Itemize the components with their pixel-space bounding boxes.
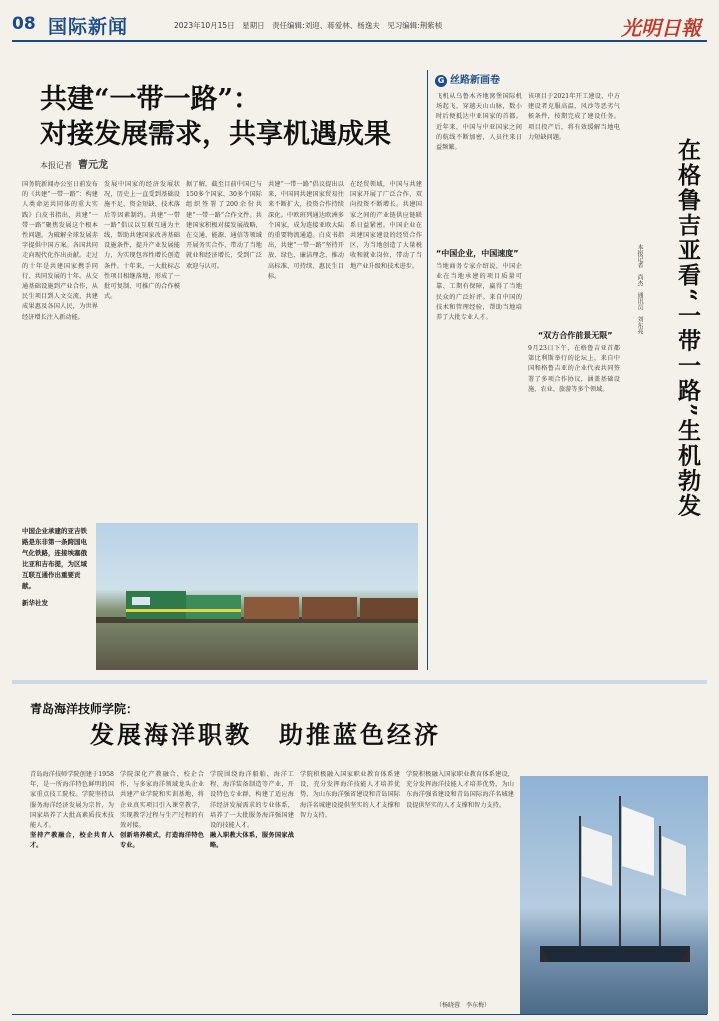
caption-text: 中国企业承建的亚吉铁路是东非第一条跨国电气化铁路，连接埃塞俄比亚和吉布提，为区域互联互通作出重要贡献。 (22, 527, 87, 590)
b2-col-1-text: 青岛海洋技师学院创建于1958年，是一所海洋特色鲜明的国家重点技工院校。学院坚持以服务海洋经济发展为宗旨，为国家培养了大批高素质技术技能人才。 (30, 771, 114, 830)
main-byline (40, 156, 108, 171)
silk-col-2: 当地商务专家介绍说，中国企业在当地承建的项目质量可靠、工期有保障，赢得了当地民众的广泛好评。来自中国的技术和管理经验，帮助当地培养了大批专业人才。 (436, 263, 522, 322)
newspaper-logo: 光明日報 (621, 16, 701, 40)
georgia-byline: 本报记者 尚杰 通讯员 刘东亮 (636, 244, 643, 334)
second-story-kicker: 青岛海洋技师学院： (30, 702, 139, 716)
byline-label: 本报记者 (40, 161, 72, 170)
main-col-4: 共建“一带一路”倡议提出以来，中国同共建国家贸易往来不断扩大，投资合作持续深化。中欧班列通达欧洲多个国家，成为连接亚欧大陆的重要物流通道。白皮书指出，共建“一带一路”坚持开放、绿色、廉洁理念，推动高标准、可持续、惠民生目标。 (268, 181, 344, 280)
b2-col-2 (120, 770, 204, 1010)
ship-photo (520, 776, 708, 1014)
train-illustration (96, 583, 418, 637)
b2-sub-2: 创新培养模式，打造海洋特色专业。 (120, 832, 204, 850)
b2-credit: （杨晓蓉 李东梅） (436, 1002, 491, 1009)
photo-caption (22, 526, 92, 609)
b2-col-3 (210, 770, 294, 1010)
b2-sub-3: 融入职教大体系，服务国家战略。 (210, 832, 294, 850)
silk-subhead-1: “中国企业，中国速度” (436, 249, 519, 258)
b2-col-3-text: 学院围绕海洋船舶、海洋工程、海洋装备制造等产业，开设特色专业群，构建了适应海洋经济发展需求的专业体系，培养了一大批服务海洋强国建设的技能人才。 (210, 771, 294, 830)
silk-col-1: 飞机从乌鲁木齐地窝堡国际机场起飞，穿越天山山脉，数小时后便抵达中亚国家的首都。近年来，中国与中亚国家之间的航线不断加密，人员往来日益频繁。 (436, 93, 522, 152)
silk-road-column-title (435, 71, 500, 87)
caption-credit: 新华社发 (22, 599, 48, 607)
header-rule (12, 40, 707, 42)
main-headline (40, 82, 391, 152)
header-meta: 2023年10月15日 星期日 责任编辑:刘迎、蒋爱林、杨逸夫 见习编辑:荆紫桢 (174, 21, 443, 30)
byline-name: 曹元龙 (78, 160, 108, 171)
silk-badge: G (435, 75, 447, 87)
b2-col-1 (30, 770, 114, 1010)
silk-col-3: 该项目于2021年开工建设，中方建设者克服高温、风沙等恶劣气候条件，按期完成了建设任务。项目投产后，将有效缓解当地电力短缺问题。 (528, 93, 620, 141)
headline-line-2: 对接发展需求，共享机遇成果 (40, 119, 391, 150)
main-col-3: 据了解，截至目前中国已与150多个国家、30多个国际组织签署了200余份共建“一带一路”合作文件。共建国家积极对接发展战略，在交通、能源、通信等领域开展务实合作，带动了当地就业和经济增长，受到广泛欢迎与认可。 (186, 181, 262, 270)
second-story-headline: 发展海洋职教 助推蓝色经济 (90, 720, 441, 749)
silk-col-4: 9月23日下午，在格鲁吉亚首都第比利斯举行的论坛上，来自中国和格鲁吉亚的企业代表共同签署了多项合作协议，涵盖基础设施、农业、旅游等多个领域。 (528, 345, 620, 393)
train-photo (96, 523, 418, 670)
sailing-ship-illustration (520, 776, 708, 1014)
main-col-2: 发展中国家的经济发展状况，历史上一直受到基础设施不足、资金短缺、技术落后等因素制约。共建“一带一路”倡议以互联互通为主线，帮助共建国家改善基础设施条件，提升产业发展能力，为实现包容性增长创造条件。十年来，一大批标志性项目相继落地，形成了一批可复制、可推广的合作模式。 (104, 181, 180, 301)
column-divider (427, 70, 428, 670)
page-bottom-rule (12, 1014, 707, 1015)
b2-col-4: 学院积极融入国家职业教育体系建设，充分发挥海洋技能人才培养优势，为山东海洋强省建设和青岛国际海洋名城建设提供坚实的人才支撑和智力支持。 (300, 771, 400, 819)
b2-sub-1: 坚持产教融合，校企共育人才。 (30, 832, 114, 850)
b2-col-5: 学院积极融入国家职业教育体系建设，充分发挥海洋技能人才培养优势，为山东海洋强省建设和青岛国际海洋名城建设提供坚实的人才支撑和智力支持。 (406, 771, 514, 809)
b2-col-2-text: 学院深化产教融合、校企合作，与多家海洋领域龙头企业共建产业学院和实训基地，将企业真实项目引入课堂教学，实现教学过程与生产过程的有效对接。 (120, 771, 204, 830)
main-col-5: 在经贸领域，中国与共建国家开展了广泛合作，双向投资不断增长。共建国家之间的产业链供应链联系日益紧密。中国企业在共建国家建设的经贸合作区，为当地创造了大量税收和就业岗位，带动了当地产业升级和技术进步。 (350, 181, 422, 270)
page-number: 08 (12, 14, 36, 34)
headline-line-1: 共建“一带一路”： (40, 84, 261, 115)
silk-title: 丝路新画卷 (450, 75, 500, 86)
section-name: 国际新闻 (48, 16, 129, 38)
georgia-headline: 在格鲁吉亚看“一带一路”生机勃发 (674, 138, 701, 519)
silk-subhead-2: “双方合作前景无限” (538, 331, 613, 340)
page-header (12, 14, 707, 38)
second-story-banner (12, 680, 707, 684)
main-col-1: 国务院新闻办公室日前发布的《共建“一带一路”：构建人类命运共同体的重大实践》白皮书指出，共建“一带一路”聚焦发展这个根本性问题，为破解全球发展赤字提供中国方案。各国共同走向现代化作出贡献。走过的十年是共建国家携手同行、共同发展的十年。从交通基础设施到产业合作，从民生项目到人文交流，共建成果惠及各国人民，为世界经济增长注入新动能。 (22, 181, 98, 321)
